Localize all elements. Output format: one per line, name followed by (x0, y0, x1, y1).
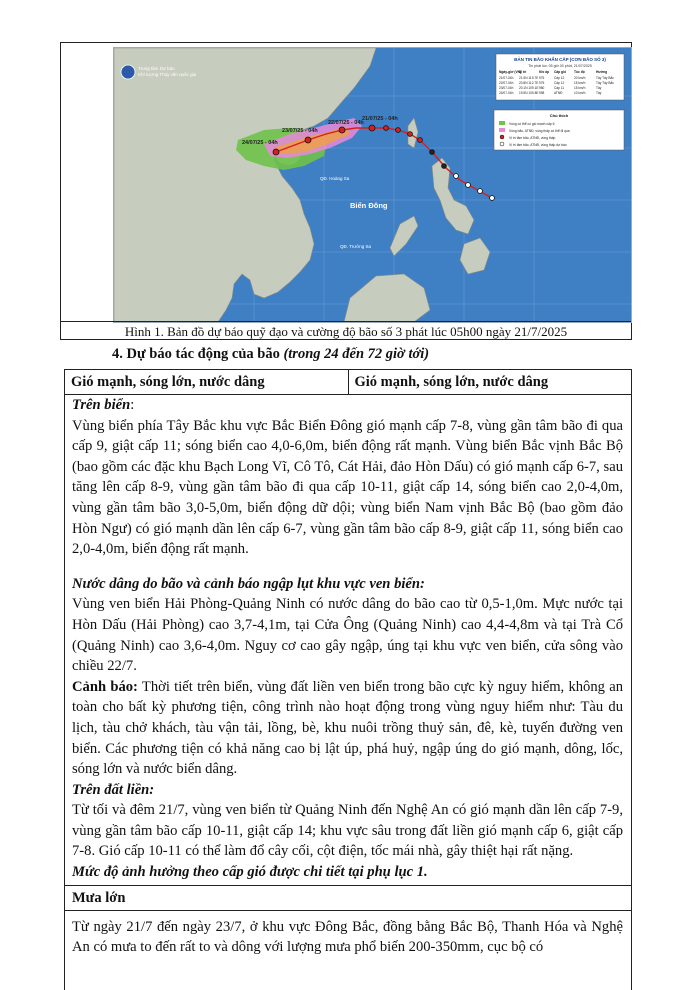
forecast-figure (60, 42, 632, 340)
legend-cell: Tây Tây Bắc (596, 81, 614, 85)
legend-sub: Tin phát lúc: 05 giờ 00 phút, 21/07/2025 (528, 64, 592, 68)
key-title: Chú thích (549, 113, 569, 118)
storm-track-map (113, 47, 632, 323)
svg-text:Ngày-giờ (VN): Ngày-giờ (VN) (499, 70, 522, 74)
track-label-3: 23/07/25 - 04h (282, 128, 318, 134)
bien-dong-label: Biển Đông (350, 201, 388, 210)
legend-cell: Cấp 12 (554, 76, 565, 80)
legend-cell: Cấp 12 (554, 81, 565, 85)
bulletin-legend (496, 54, 624, 100)
nuoc-dang-text: Vùng ven biển Hải Phòng-Quảng Ninh có nước dâng do bão cao từ 0,5-1,0m. Mực nước tại Hòn Dấu (Hải Phòng) cao 3,7-4,1m, tại Cửa Ông (Quảng Ninh) cao 4,4-4,8m và tại Trà Cổ (Quảng Ninh) cao 3,6-4,0m. Nguy cơ cao gây ngập, úng tại khu vực ven biển, cửa sông vào chiều 22/7. (72, 596, 623, 675)
figure-caption: Hình 1. Bản đồ dự báo quỹ đạo và cường độ bão số 3 phát lúc 05h00 ngày 21/7/2025 (61, 321, 631, 342)
legend-cell: 998 (539, 91, 545, 95)
mua-lon-text: Từ ngày 21/7 đến ngày 23/7, ở khu vực Đông Bắc, đồng bằng Bắc Bộ, Thanh Hóa và Nghệ An có mưa to đến rất to và dông với lượng mưa phổ biến 200-350mm, cục bộ có (72, 918, 623, 956)
key-item-1: Vùng có thể có gió mạnh cấp 6 (509, 122, 555, 126)
map-key (494, 110, 624, 150)
legend-cell: 21.5N 119.7E (519, 76, 539, 80)
legend-cell: 21/07-04h (499, 76, 514, 80)
legend-cell: Tây Tây Bắc (596, 76, 614, 80)
legend-cell: 22/07-04h (499, 81, 514, 85)
canh-bao-title: Cảnh báo: (72, 678, 138, 695)
mua-lon-title: Mưa lớn (65, 885, 631, 911)
tren-bien-title: Trên biển (72, 397, 131, 413)
section-heading-main: 4. Dự báo tác động của bão (112, 346, 280, 362)
legend-cell: 15 km/h (574, 86, 586, 90)
key-swatch-center (500, 135, 504, 139)
legend-cell: 980 (539, 86, 545, 90)
legend-cell: 15 km/h (574, 81, 586, 85)
legend-cell: 20.1N 109.1E (519, 86, 539, 90)
legend-cell: 19.5N 105.8E (519, 91, 539, 95)
svg-text:Hướng: Hướng (596, 70, 608, 74)
key-swatch-forecast (500, 142, 504, 146)
truong-sa-label: QĐ. Trường Sa (340, 244, 371, 249)
legend-cell: Tây (596, 86, 602, 90)
table-content (65, 395, 631, 958)
nuoc-dang-title: Nước dâng do bão và cảnh báo ngập lụt khu vực ven biển: (72, 575, 425, 592)
key-item-2: Vùng bão, ATNĐ, vùng thấp có thể đi qua (509, 129, 570, 133)
key-swatch-storm (499, 128, 505, 132)
track-label-2: 22/07/25 - 04h (328, 120, 364, 126)
dat-lien-title: Trên đất liền: (72, 781, 155, 798)
svg-text:Khí áp: Khí áp (539, 70, 550, 74)
legend-cell: 20.8N 112.7E (519, 81, 539, 85)
tren-bien-colon: : (130, 397, 135, 413)
hoang-sa-label: QĐ. Hoàng Sa (320, 176, 350, 181)
dat-lien-text: Từ tối và đêm 21/7, vùng ven biển từ Quảng Ninh đến Nghệ An có gió mạnh dần lên cấp 7-9, vùng gần tâm bão cấp 10-11, giật cấp 14; khu vực sâu trong đất liền gió mạnh cấp 6, giật cấp 7-8. Gió cấp 10-11 có thể làm đổ cây cối, cột điện, tốc mái nhà, gây thiệt hại rất nặng. (72, 802, 623, 860)
section-heading (112, 346, 429, 363)
logo-line1: Trung tâm Dự báo (138, 66, 175, 71)
track-label-1: 21/07/25 - 04h (362, 116, 398, 122)
legend-cell: 975 (539, 81, 545, 85)
impact-table (64, 369, 632, 990)
key-item-4: Vị trí tâm bão, ATNĐ, vùng thấp dự báo (509, 143, 567, 147)
legend-cell: Cấp 11 (554, 86, 565, 90)
legend-cell: 975 (539, 76, 545, 80)
legend-cell: 10 km/h (574, 91, 586, 95)
svg-text:Vị trí: Vị trí (519, 70, 527, 74)
legend-cell: 23/07-04h (499, 86, 514, 90)
table-header-right: Gió mạnh, sóng lớn, nước dâng (348, 370, 632, 394)
svg-text:Cấp gió: Cấp gió (554, 70, 567, 74)
svg-text:Tốc độ: Tốc độ (574, 70, 585, 74)
muc-do-note: Mức độ ảnh hưởng theo cấp gió được chi tiết tại phụ lục 1. (72, 864, 428, 881)
key-item-3: Vị trí tâm bão, ATNĐ, vùng thấp (509, 136, 556, 140)
section-heading-italic: (trong 24 đến 72 giờ tới) (283, 346, 430, 362)
legend-cell: Tây (596, 91, 602, 95)
legend-title: BẢN TIN BÃO KHẨN CẤP (CƠN BÃO SỐ 3) (514, 57, 606, 62)
key-swatch-wind (499, 121, 505, 125)
table-header-left: Gió mạnh, sóng lớn, nước dâng (71, 374, 265, 390)
tren-bien-text: Vùng biển phía Tây Bắc khu vực Bắc Biển Đông gió mạnh cấp 7-8, vùng gần tâm bão đi qua cấp 9, giật cấp 11; sóng biển cao 4,0-6,0m, biển động rất mạnh. Vùng biển Bắc vịnh Bắc Bộ (bao gồm các đặc khu Bạch Long Vĩ, Cô Tô, Cát Hải, đảo Hòn Dấu) có gió mạnh cấp 6-7, sau tăng lên cấp 8-9, vùng gần tâm bão đi qua cấp 10-11, giật cấp 14, sóng biển cao 2,0-4,0m, vùng gần tâm bão 3,0-5,0m, biển động dữ dội; vùng biển Nam vịnh Bắc Bộ (bao gồm đảo Hòn Ngư) có gió mạnh dần lên cấp 6-7, vùng gần tâm bão cấp 8-9, giật cấp 11, sóng biển cao 2,0-4,0m, biển động rất mạnh. (72, 417, 623, 558)
table-header-row (65, 370, 631, 395)
canh-bao-text: Thời tiết trên biển, vùng đất liền ven biển trong bão cực kỳ nguy hiểm, không an toàn cho bất kỳ phương tiện, công trình nào hoạt động trong vùng nguy hiểm như: Tàu du lịch, tàu chở khách, tàu vận tải, lồng, bè, khu nuôi trồng thuỷ sản, đê, kè, tuyến đường ven biển. Các phương tiện có khả năng cao bị lật úp, phá huỷ, ngập úng do gió mạnh, dông, lốc, sóng lớn và nước biển dâng. (72, 678, 623, 778)
legend-cell: 24/07-04h (499, 91, 514, 95)
track-label-4: 24/07/25 - 04h (242, 140, 278, 146)
map-svg (114, 48, 631, 322)
legend-cell: ATNĐ (554, 91, 563, 95)
legend-cell: 20 km/h (574, 76, 586, 80)
logo-line2: Khí tượng Thủy văn quốc gia (138, 72, 197, 77)
